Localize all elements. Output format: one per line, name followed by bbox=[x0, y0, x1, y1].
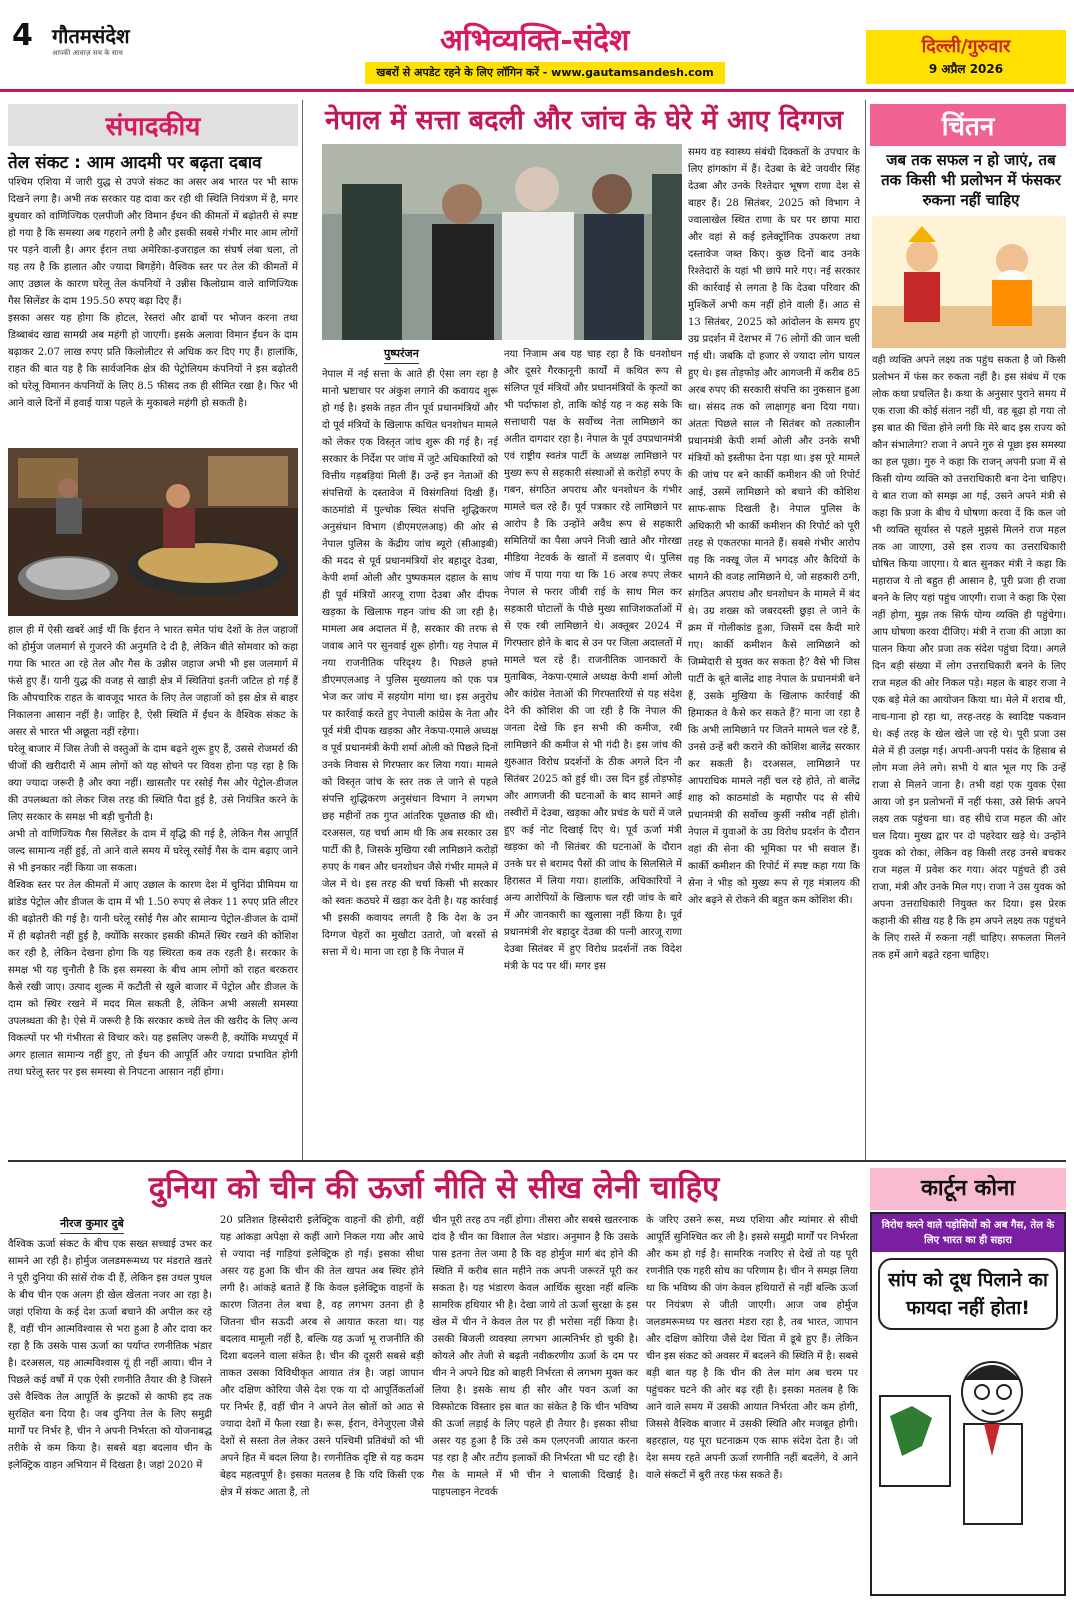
nepal-arrest-photo-image bbox=[322, 144, 682, 340]
cartoon-panel bbox=[870, 1212, 1066, 1596]
cartoon-caption: विरोध करने वाले पड़ोसियों को अब गैस, तेल के लिए भारत का ही सहारा bbox=[872, 1214, 1064, 1252]
cartoon-section-head: कार्टून कोना bbox=[870, 1168, 1066, 1210]
date-box bbox=[866, 30, 1066, 84]
king-guru-illustration bbox=[872, 216, 1066, 348]
cartoon-speech-bubble: सांप को दूध पिलाने का फायदा नहीं होता! bbox=[878, 1258, 1058, 1330]
section-title: अभिव्यक्ति-संदेश bbox=[440, 23, 630, 58]
chintan-section-head: चिंतन bbox=[870, 104, 1066, 146]
editorial-para: इसका असर यह होगा कि होटल, रेस्तरां और ढाबों पर भोजन करना तथा डिब्बाबंद खाद्य सामग्री अब महंगी हो जाएगी। इसके अलावा विमान ईंधन के दाम बढ़ाकर 2.07 लाख रुपए प्रति किलोलीटर से अधिक कर दिए गए हैं। हालांकि, राहत की बात यह है कि सार्वजनिक क्षेत्र की पेट्रोलियम कंपनियों ने इस बढ़ोतरी को घरेलू विमानन कंपनियों के लिए 8.5 फीसद तक ही सीमित रखा है। फिर भी आने वाले दिनों में हवाई यात्रा पहले के मुकाबले महंगी हो सकती है। bbox=[8, 313, 298, 409]
editorial-section-head: संपादकीय bbox=[8, 104, 298, 146]
masthead bbox=[0, 0, 1074, 92]
editorial-para: वैश्विक स्तर पर तेल कीमतों में आए उछाल के कारण देश में चुनिंदा प्रीमियम या ब्रांडेड पेट्रोल और डीजल के दाम में भी 1.50 रुपए से लेकर 11 रुपए प्रति लीटर की बढ़ोतरी की गई है। यानी घरेलू रसोई गैस और सामान्य पेट्रोल-डीजल के दामों में ही बढ़ोतरी नहीं हुई है, क्योंकि सरकार इसकी कीमतें स्थिर रखने की कोशिश कर रही है, लेकिन देखना होगा कि यह स्थिरता कब तक रहती है। सरकार के समक्ष भी यह चुनौती है कि इस समस्या के बीच आम लोगों को राहत बरकरार कैसे रखी जाए। उत्पाद शुल्क में कटौती से खुले बाजार में पेट्रोल और डीजल के दाम को स्थिर रखने में मदद मिल सकती है, लेकिन अभी असली समस्या उपलब्धता की है। ऐसे में जरूरी है कि सरकार कच्चे तेल की खरीद के लिए अन्य विकल्पों पर भी गंभीरता से विचार करे। यह इसलिए जरूरी है, क्योंकि मध्यपूर्व में अगर हालात सामान्य नहीं हुए, तो ईंधन की आपूर्ति और ज्यादा प्रभावित होगी तथा घरेलू स्तर पर इस समस्या से निपटना आसान नहीं होगा। bbox=[8, 880, 298, 1078]
editorial-para: पश्चिम एशिया में जारी युद्ध से उपजे संकट का असर अब भारत पर भी साफ दिखने लगा है। अभी तक सरकार यह दावा कर रही थी स्थिति नियंत्रण में है, मगर बुधवार को वाणिज्यिक एलपीजी और विमान ईंधन की कीमतों में बढ़ोतरी से स्पष्ट हो गया है कि समस्या अब गहराने लगी है और इसकी सबसे गंभीर मार आम लोगों पर पड़ने वाली है। अगर ईरान तथा अमेरिका-इजराइल का संघर्ष लंबा चला, तो यह तय है कि हालात और ज्यादा बिगड़ेंगे। वैश्विक स्तर पर तेल की कीमतों में आए उछाल के कारण घरेलू तेल कंपनियों ने उन्नीस किलोग्राम वाले वाणिज्यिक गैस सिलेंडर के दाम 195.50 रुपए बढ़ा दिए हैं। bbox=[8, 177, 298, 307]
logo-text: गौतमसंदेश bbox=[52, 24, 130, 48]
newspaper-logo bbox=[52, 22, 130, 58]
main-col-3: समय वह स्वास्थ्य संबंधी दिक्कतों के उपचार के लिए हांगकांग में हैं। देउबा के बेटे जयवीर सिंह देउबा और उनके रिश्तेदार भूषण राणा देश से बाहर हैं। 28 सितंबर, 2025 को विभाग ने ज्वालाखेल स्थित राणा के घर पर छापा मारा और वहां से कई इलेक्ट्रॉनिक उपकरण तथा दस्तावेज जब्त किए। कुछ दिनों बाद उनके रिश्तेदारों के यहां भी छापे मारे गए। नई सरकार की कार्रवाई से लगता है कि देउबा परिवार की मुश्किलें अभी कम नहीं होने वाली हैं। आठ से 13 सितंबर, 2025 को आंदोलन के समय हुए उग्र प्रदर्शन में देशभर में 76 लोगों की जान चली गई थी। जबकि दो हजार से ज्यादा लोग घायल हुए थे। इस तोड़फोड़ और आगजनी में करीब 85 अरब रुपए की सरकारी संपत्ति का नुकसान हुआ था। संसद तक को लाक्षागृह बना दिया गया। अंततः पिछले साल नौ सितंबर को तत्कालीन प्रधानमंत्री केपी शर्मा ओली और उनके सभी मंत्रियों को इस्तीफा देना पड़ा था। इस पूरे मामले की जांच पर बने कार्की कमीशन की जो रिपोर्ट आई, उसमें लामिछाने को बचाने की कोशिश साफ-साफ दिखती है। नेपाल पुलिस के अधिकारी भी कार्की कमीशन की रिपोर्ट को पूरी तरह से एकतरफा मानते हैं। सबसे गंभीर आरोप यह कि नक्खू जेल में भगदड़ और कैदियों के भागने की वजह लामिछाने थे, जो सहकारी ठगी, संगठित अपराध और धनशोधन के मामले में बंद थे। उग्र शख्स को जबरदस्ती छुड़ा ले जाने के क्रम में गोलीकांड हुआ, जिसमें दस कैदी मारे गए। कार्की कमीशन कैसे लामिछाने को जिम्मेदारी से मुक्त कर सकता है? वैसे भी जिस पार्टी के बूते बालेंद्र शाह नेपाल के प्रधानमंत्री बने हैं, उसके मुखिया के खिलाफ कार्रवाई की हिमाकत वे कैसे कर सकते हैं? माना जा रहा है कि अभी लामिछाने पर जितने मामले चल रहे हैं, उनसे उन्हें बरी कराने की कोशिश बालेंद्र सरकार कर सकती है। दरअसल, लामिछाने पर आपराधिक मामले नहीं चल रहे होते, तो बालेंद्र शाह को काठमांडो के महापौर पद से सीधे प्रधानमंत्री की सर्वोच्च कुर्सी नसीब नहीं होती। नेपाल में युवाओं के उग्र विरोध प्रदर्शन के दौरान वहां की सेना की भूमिका पर भी सवाल हैं। कार्की कमीशन की रिपोर्ट में स्पष्ट कहा गया कि सेना ने भीड़ को मुख्य रूप से गृह मंत्रालय की ओर बढ़ने से रोकने की बहुत कम कोशिश की। bbox=[688, 147, 860, 906]
editorial-headline: तेल संकट : आम आदमी पर बढ़ता दबाव bbox=[8, 153, 262, 173]
column-rule bbox=[865, 100, 866, 1160]
main-byline: पुष्परंजन bbox=[384, 346, 419, 364]
logo-tagline: आपकी आवाज़ सच के साथ bbox=[52, 49, 123, 57]
bottom-headline: दुनिया को चीन की ऊर्जा नीति से सीख लेनी चाहिए bbox=[148, 1170, 720, 1206]
editorial-para: अभी तो वाणिज्यिक गैस सिलेंडर के दाम में वृद्धि की गई है, लेकिन गैस आपूर्ति जल्द सामान्य नहीं हुई, तो आने वाले समय में घरेलू रसोई गैस के दाम बढ़ाए जाने से भी इनकार नहीं किया जा सकता। bbox=[8, 829, 298, 874]
kitchen-photo-image bbox=[8, 448, 298, 616]
editorial-body-bottom bbox=[8, 622, 298, 1152]
editorial-para: हाल ही में ऐसी खबरें आई थीं कि ईरान ने भारत समेत पांच देशों के तेल जहाजों को होर्मुज जलमार्ग से गुजरने की अनुमति दे दी है, लेकिन बीते सोमवार को कहा गया कि भारत आ रहे तेल और गैस के उन्नीस जहाज अभी भी इस जलमार्ग में फंसे हुए हैं। यानी युद्ध की वजह से खाड़ी क्षेत्र में स्थितियां इतनी जटिल हो गई हैं कि औपचारिक राहत के बावजूद भारत के लिए तेल जहाजों को इस क्षेत्र से बाहर निकालना आसान नहीं है। जाहिर है, ऐसी स्थिति में ईंधन के वैश्विक संकट के असर से भारत भी अछूता नहीं रहेगा। bbox=[8, 625, 298, 738]
bottom-byline: नीरज कुमार दुबे bbox=[60, 1216, 124, 1234]
city-day: दिल्ली/गुरुवार bbox=[921, 36, 1011, 57]
bottom-col-1: वैश्विक ऊर्जा संकट के बीच एक सख्त सच्चाई उभर कर सामने आ रही है। होर्मुज जलडमरूमध्य पर मंडराते खतरे ने पूरी दुनिया की सांसें रोक दी हैं, लेकिन इस उथल पुथल के बीच चीन एक अलग ही खेल खेलता नजर आ रहा है। जहां एशिया के कई देश ऊर्जा बचाने की अपील कर रहे हैं, वहीं चीन आत्मविश्वास से भरा हुआ है और दावा कर रहा है कि उसके पास ऊर्जा का पर्याप्त रणनीतिक भंडार है। दरअसल, यह आत्मविश्वास यूं ही नहीं आया। चीन ने पिछले कई वर्षों में एक ऐसी रणनीति तैयार की है जिसने उसे वैश्विक तेल आपूर्ति के झटकों से काफी हद तक सुरक्षित बना दिया है। जब दुनिया तेल के लिए समुद्री मार्गों पर निर्भर है, चीन ने अपनी निर्भरता को योजनाबद्ध तरीके से कम किया है। सबसे बड़ा बदलाव चीन के इलेक्ट्रिक वाहन अभियान में दिखता है। जहां 2020 में bbox=[8, 1239, 212, 1471]
kitchen-photo bbox=[8, 448, 298, 616]
column-rule bbox=[302, 100, 303, 1160]
chintan-quote: जब तक सफल न हो जाएं, तब तक किसी भी प्रलोभन में फंसकर रुकना नहीं चाहिए bbox=[881, 151, 1061, 209]
editorial-para: घरेलू बाजार में जिस तेजी से वस्तुओं के दाम बढ़ने शुरू हुए हैं, उससे रोजमर्रा की चीजों की खरीदारी में आम लोगों को यह सोचने पर विवश होना पड़ रहा है कि क्या ज्यादा जरूरी है और क्या नहीं। खासतौर पर रसोई गैस और पेट्रोल-डीजल की उपलब्धता को लेकर जिस तरह की स्थिति पैदा हुई है, उसे नियंत्रित करने के लिए सरकार के समक्ष भी बड़ी चुनौती है। bbox=[8, 744, 298, 823]
bottom-col-3: चीन पूरी तरह ठप नहीं होगा। तीसरा और सबसे खतरनाक दांव है चीन का विशाल तेल भंडार। अनुमान है कि उसके पास इतना तेल जमा है कि वह होर्मुज मार्ग बंद होने की स्थिति में करीब सात महीने तक अपनी जरूरतें पूरी कर सकता है। यह भंडारण केवल आर्थिक सुरक्षा नहीं बल्कि सामरिक हथियार भी है। देखा जाये तो ऊर्जा सुरक्षा के इस खेल में चीन ने केवल तेल पर ही भरोसा नहीं किया है। उसकी बिजली व्यवस्था लगभग आत्मनिर्भर हो चुकी है। कोयले और तेजी से बढ़ती नवीकरणीय ऊर्जा के दम पर चीन ने अपने ग्रिड को बाहरी निर्भरता से लगभग मुक्त कर लिया है। इसके साथ ही सौर और पवन ऊर्जा का विस्फोटक विस्तार इस बात का संकेत है कि चीन भविष्य की ऊर्जा लड़ाई के लिए पहले ही तैयार है। इसका सीधा असर यह हुआ है कि उसे कम एलएनजी आयात करना पड़ रहा है और तटीय इलाकों की निर्भरता भी घट रही है। गैस के मामले में भी चीन ने चालाकी दिखाई है। पाइपलाइन नेटवर्क bbox=[432, 1215, 638, 1498]
bottom-col-2: 20 प्रतिशत हिस्सेदारी इलेक्ट्रिक वाहनों की होगी, वहीं यह आंकड़ा अपेक्षा से कहीं आगे निकल गया और आधे से ज्यादा नई गाड़ियां इलेक्ट्रिक हो गई। इसका सीधा असर यह हुआ कि चीन की तेल खपत अब स्थिर होने लगी है। आंकड़े बताते हैं कि केवल इलेक्ट्रिक वाहनों के कारण जितना तेल बचा है, वह लगभग उतना ही है जितना चीन सऊदी अरब से आयात करता था। यह बदलाव मामूली नहीं है, बल्कि यह ऊर्जा भू राजनीति की दिशा बदलने वाला संकेत है। चीन की दूसरी सबसे बड़ी ताकत उसका विविधीकृत आयात तंत्र है। जहां जापान और दक्षिण कोरिया जैसे देश एक या दो आपूर्तिकर्ताओं पर निर्भर हैं, वहीं चीन ने अपने तेल स्रोतों को आठ से ज्यादा देशों में फैला रखा है। रूस, ईरान, वेनेजुएला जैसे देशों से सस्ता तेल लेकर उसने पश्चिमी प्रतिबंधों को भी अपने हित में बदल लिया है। रणनीतिक दृष्टि से यह कदम बेहद महत्वपूर्ण है। इसका मतलब है कि यदि किसी एक क्षेत्र में संकट आता है, तो bbox=[220, 1215, 424, 1498]
main-headline: नेपाल में सत्ता बदली और जांच के घेरे में आए दिग्गज bbox=[324, 105, 844, 136]
bottom-col-4: के जरिए उसने रूस, मध्य एशिया और म्यांमार से सीधी आपूर्ति सुनिश्चित कर ली है। इससे समुद्री मार्गों पर निर्भरता और कम हो गई है। सामरिक नजरिए से देखें तो यह पूरी रणनीति एक गहरी सोच का परिणाम है। चीन ने समझ लिया था कि भविष्य की जंग केवल हथियारों से नहीं बल्कि ऊर्जा पर नियंत्रण से जीती जाएगी। आज जब होर्मुज जलडमरूमध्य पर खतरा मंडरा रहा है, तब भारत, जापान और दक्षिण कोरिया जैसे देश चिंता में डूबे हुए हैं। लेकिन चीन इस संकट को अवसर में बदलने की स्थिति में है। सबसे बड़ी बात यह है कि चीन की तेल मांग अब चरम पर पहुंचकर घटने की ओर बढ़ रही है। इसका मतलब है कि आने वाले समय में उसकी आयात निर्भरता और कम होगी, जिससे वैश्विक बाजार में उसकी स्थिति और मजबूत होगी। बहरहाल, यह पूरा घटनाक्रम एक साफ संदेश देता है। जो देश समय रहते अपनी ऊर्जा रणनीति नहीं बदलेंगे, वे आने वाले संकटों में बुरी तरह फंस सकते हैं। bbox=[646, 1215, 858, 1481]
chintan-illustration bbox=[872, 216, 1066, 348]
nepal-arrest-photo bbox=[322, 144, 682, 340]
website-tagline[interactable]: खबरों से अपडेट रहने के लिए लॉगिन करें - www.gautamsandesh.com bbox=[365, 62, 725, 84]
main-col-2: नया निजाम अब यह चाह रहा है कि धनशोधन और दूसरे गैरकानूनी कार्यों में कथित रूप से संलिप्त पूर्व मंत्रियों और प्रधानमंत्रियों के कृत्यों का भी पर्दाफाश हो, ताकि कोई यह न कह सके कि सत्ताधारी पक्ष के सर्वोच्च नेता लामिछाने का अतीत दागदार रहा है। नेपाल के पूर्व उपप्रधानमंत्री एवं राष्ट्रीय स्वतंत्र पार्टी के अध्यक्ष लामिछाने पर मुख्य रूप से सहकारी संस्थाओं से करोड़ों रुपए के गबन, संगठित अपराध और धनशोधन के गंभीर मामले चल रहे हैं। पूर्व पत्रकार रहे लामिछाने पर आरोप है कि उन्होंने अवैध रूप से सहकारी समितियों का पैसा अपने निजी खाते और गोरखा मीडिया नेटवर्क के खातों में डलवाए थे। पुलिस जांच में पाया गया था कि 16 अरब रुपए लेकर नेपाल से फरार जीबी राई के साथ मिल कर सहकारी घोटालों के पीछे मुख्य साजिशकर्ताओं में से एक रबी लामिछाने थे। अक्तूबर 2024 में गिरफ्तार होने के बाद से उन पर जिला अदालतों में मामले चल रहे हैं। राजनीतिक जानकारों के मुताबिक, नेकपा-एमाले अध्यक्ष केपी शर्मा ओली और कांग्रेस नेताओं की गिरफ्तारियों से यह संदेश देने की कोशिश की जा रही है कि नेपाल की जनता देखे कि इन सभी की कमीज, रबी लामिछाने की कमीज से भी गंदी है। इस जांच की शुरुआत विरोध प्रदर्शनों के ठीक अगले दिन नौ सितंबर 2025 को हुई थी। उस दिन हुई तोड़फोड़ और आगजनी की घटनाओं के बाद सामने आई तस्वीरों में देउबा, खड़का और प्रचंड के घरों में जले हुए कई नोट दिखाई दिए थे। पूर्व ऊर्जा मंत्री खड़का को नौ सितंबर की घटनाओं के दौरान उनके घर से बरामद पैसों की जांच के सिलसिले में हिरासत में लिया गया। हालांकि, अधिकारियों ने अन्य आरोपियों के खिलाफ चल रही जांच के बारे में और जानकारी का खुलासा नहीं किया है। पूर्व प्रधानमंत्री शेर बहादुर देउबा की पत्नी आरजू राणा देउबा सितंबर में हुए विरोध प्रदर्शनों तक विदेश मंत्री के पद पर थीं। मगर इस bbox=[504, 349, 682, 972]
editorial-body-top bbox=[8, 174, 298, 444]
page-number: 4 bbox=[12, 18, 33, 53]
issue-date: 9 अप्रैल 2026 bbox=[928, 62, 1004, 76]
section-divider bbox=[8, 1160, 1066, 1162]
main-col-1: नेपाल में नई सत्ता के आते ही ऐसा लग रहा है मानो भ्रष्टाचार पर अंकुश लगाने की कवायद शुरू हो गई है। इसके तहत तीन पूर्व प्रधानमंत्रियों और दो पूर्व मंत्रियों के खिलाफ कथित धनशोधन मामले को लेकर एक विस्तृत जांच शुरू की गई है। नई सरकार के निर्देश पर जांच में जुटे अधिकारियों को वित्तीय गड़बड़ियां मिली हैं। उन्हें इन नेताओं की संपत्तियों के दस्तावेज में विसंगतियां दिखी हैं। काठमांडो में पुल्चोक स्थित संपत्ति शुद्धिकरण अनुसंधान विभाग (डीएमएलआइ) की ओर से नेपाल पुलिस के केंद्रीय जांच ब्यूरो (सीआइबी) की मदद से पूर्व प्रधानमंत्रियों शेर बहादुर देउबा, केपी शर्मा ओली और पुष्पकमल दहाल के साथ ही पूर्व मंत्रियों आरजू राणा देउबा और दीपक खड़का के खिलाफ गहन जांच की जा रही है। मामला अब अदालत में है, सरकार की तरफ से जवाब आने पर सुनवाई शुरू होगी। यह नेपाल में नया राजनीतिक परिदृश्य है। पिछले हफ्ते डीएमएलआइ ने पुलिस मुख्यालय को एक पत्र भेज कर जांच में सहयोग मांगा था। इस अनुरोध पर कार्रवाई करते हुए नेपाली कांग्रेस के नेता और पूर्व मंत्री दीपक खड़का और नेकपा-एमाले अध्यक्ष व पूर्व प्रधानमंत्री केपी शर्मा ओली को पिछले दिनों उनके निवास से गिरफ्तार कर लिया गया। मामले को विस्तृत जांच के स्तर तक ले जाने से पहले संपत्ति शुद्धिकरण अनुसंधान विभाग ने लगभग छह महीनों तक गुप्त आंतरिक पूछताछ की थी। दरअसल, यह चर्चा आम थी कि अब सरकार उस पार्टी की है, जिसके मुखिया रबी लामिछाने करोड़ों रुपए के गबन और धनशोधन जैसे गंभीर मामले में जेल में थे। इस तरह की चर्चा किसी भी सरकार को स्वतः कठघरे में खड़ा कर देती है। यह कार्रवाई भी इसकी कवायद लगती है कि देश के उन दिग्गज चेहरों का मुखौटा उतारो, जो बरसों से सत्ता में थे। माना जा रहा है कि नेपाल में bbox=[322, 369, 498, 958]
cartoon-figure bbox=[872, 1336, 1064, 1536]
chintan-body: वही व्यक्ति अपने लक्ष्य तक पहुंच सकता है जो किसी प्रलोभन में फंस कर रुकता नहीं है। इस संबंध में एक लोक कथा प्रचलित है। कथा के अनुसार पुराने समय में एक राजा की कोई संतान नहीं थी, वह बूढ़ा हो गया तो इस बात की चिंता होने लगी कि मेरे बाद इस राज्य को कौन संभालेगा? राजा ने अपने गुरु से पूछा इस समस्या का हल पूछा। गुरु ने कहा कि राजन् अपनी प्रजा में से किसी योग्य व्यक्ति को उत्तराधिकारी बना देना चाहिए। ये बात राजा को समझ आ गई, उसने अपने मंत्री से कहा कि प्रजा के बीच ये घोषणा करवा दें कि कल जो भी व्यक्ति सूर्यास्त से पहले मुझसे मिलने राज महल तक आ जाएगा, उसे इस राज्य का उत्तराधिकारी घोषित किया जाएगा। ये बात सुनकर मंत्री ने कहा कि महाराज ये तो बहुत ही आसान है, पूरी प्रजा ही राजा बनने के लिए यहां पहुंच जाएगी। राजा ने कहा कि ऐसा नहीं होगा, मुझ तक सिर्फ योग्य व्यक्ति ही पहुंचेगा। आप घोषणा करवा दीजिए। मंत्री ने राजा की आज्ञा का पालन किया और प्रजा तक संदेश पहुंचा दिया। अगले दिन बड़ी संख्या में लोग उत्तराधिकारी बनने के लिए राज महल की ओर निकल पड़े। महल के बाहर राजा ने एक बड़े मेले का आयोजन किया था। मेले में शराब थी, नाच-गाना हो रहा था, तरह-तरह के स्वादिष्ट पकवान थे। कई तरह के खेल खेले जा रहे थे। पूरी प्रजा उस मेले में ही उलझ गई। अपनी-अपनी पसंद के हिसाब से लोग मजा लेने लगे। सभी ये बात भूल गए कि उन्हें राजा से मिलने जाना है। तभी वहां एक युवक ऐसा आया जो इन प्रलोभनों में नहीं फंसा, उसे सिर्फ अपने लक्ष्य तक पहुंचना था। वह सीधे राज महल की ओर चल दिया। मुख्य द्वार पर दो पहरेदार खड़े थे। उन्होंने युवक को रोका, लेकिन वह किसी तरह उनसे बचकर राज महल में प्रवेश कर गया। अंदर पहुंचते ही उसे राजा, मंत्री और उनके मिल गए। राजा ने उस युवक को अपना उत्तराधिकारी नियुक्त कर दिया। इस प्रेरक कहानी की सीख यह है कि हम अपने लक्ष्य तक पहुंचने के लिए रास्ते में रुकना नहीं चाहिए। सफलता मिलने तक हमें आगे बढ़ते रहना चाहिए। bbox=[872, 355, 1066, 961]
